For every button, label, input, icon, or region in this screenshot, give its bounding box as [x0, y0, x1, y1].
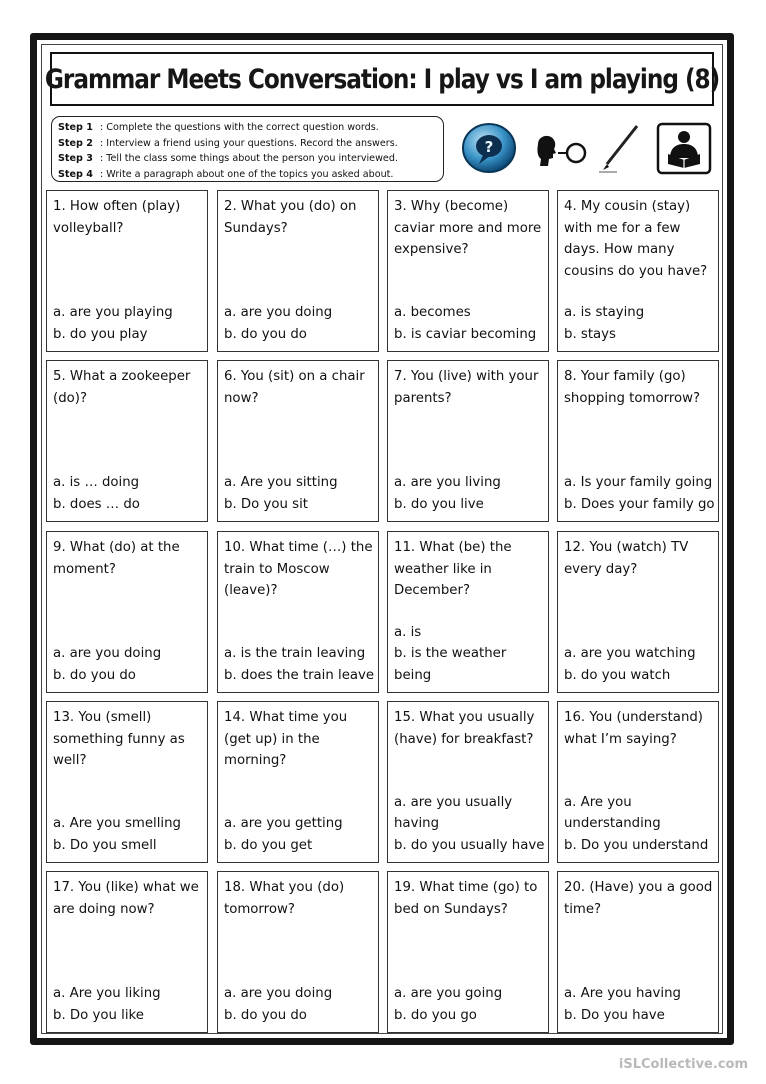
- question-text: 3. Why (become) caviar more and more expensive?: [394, 199, 542, 257]
- question-card: [387, 871, 549, 1033]
- question-card: [217, 871, 379, 1033]
- answer-options: [564, 983, 715, 1026]
- question-text: 7. You (live) with your parents?: [394, 369, 539, 406]
- question-card: [557, 190, 719, 352]
- option-a: a. is: [394, 624, 422, 640]
- step-text: : Interview a friend using your questions. Record the answers.: [100, 137, 398, 149]
- answer-options: [224, 472, 375, 515]
- option-a: a. are you doing: [224, 305, 333, 320]
- option-b: b. do you watch: [564, 667, 671, 683]
- question-text: 11. What (be) the weather like in December?: [394, 540, 512, 598]
- step-3: [58, 151, 437, 167]
- question-card: [46, 531, 208, 693]
- question-speech-icon: [459, 121, 519, 177]
- answer-options: [564, 792, 715, 857]
- answer-options: [53, 643, 204, 686]
- option-a: a. are you going: [394, 986, 503, 1001]
- option-b: b. stays: [564, 326, 616, 342]
- question-text: 5. What a zookeeper (do)?: [53, 369, 191, 406]
- question-text: 8. Your family (go) shopping tomorrow?: [564, 369, 701, 406]
- question-text: 1. How often (play) volleyball?: [53, 199, 181, 236]
- answer-options: [394, 792, 545, 857]
- question-text: 15. What you usually (have) for breakfast?: [394, 710, 535, 747]
- question-card: [557, 871, 719, 1033]
- question-text: 17. You (like) what we are doing now?: [53, 880, 199, 917]
- answer-options: [394, 302, 545, 345]
- option-b: b. do you get: [224, 837, 313, 853]
- option-a: a. are you playing: [53, 305, 173, 320]
- option-a: a. is the train leaving: [224, 646, 366, 661]
- answer-options: [224, 983, 375, 1026]
- option-a: a. Are you sitting: [224, 475, 338, 490]
- question-card: [46, 190, 208, 352]
- step-label: Step 2: [58, 137, 93, 149]
- question-card: [217, 360, 379, 522]
- option-b: b. do you do: [53, 667, 136, 683]
- question-text: 16. You (understand) what I’m saying?: [564, 710, 703, 747]
- question-text: 14. What time you (get up) in the morning?: [224, 710, 348, 768]
- step-label: Step 4: [58, 168, 93, 180]
- option-b: b. does … do: [53, 496, 140, 512]
- answer-options: [53, 983, 204, 1026]
- svg-text:?: ?: [484, 138, 494, 156]
- question-text: 6. You (sit) on a chair now?: [224, 369, 365, 406]
- answer-options: [53, 472, 204, 515]
- question-card: [217, 701, 379, 863]
- answer-options: [564, 472, 715, 515]
- option-b: b. do you usually have: [394, 837, 545, 853]
- option-b: b. Do you sit: [224, 496, 308, 512]
- option-a: a. are you getting: [224, 816, 343, 831]
- option-b: b. Do you smell: [53, 837, 157, 853]
- option-b: b. do you do: [224, 326, 307, 342]
- question-card: [387, 531, 549, 693]
- option-b: b. Do you have: [564, 1007, 665, 1023]
- step-1: [58, 120, 437, 136]
- answer-options: [394, 622, 545, 687]
- question-text: 12. You (watch) TV every day?: [564, 540, 689, 577]
- step-label: Step 1: [58, 122, 93, 133]
- option-b: b. is the weather being: [394, 646, 507, 683]
- option-a: a. are you doing: [53, 646, 162, 661]
- question-card: [217, 190, 379, 352]
- question-card: [387, 190, 549, 352]
- option-b: b. do you live: [394, 496, 484, 512]
- option-a: a. Is your family going: [564, 475, 713, 490]
- pen-icon: [597, 122, 643, 174]
- answer-options: [564, 643, 715, 686]
- option-a: a. are you doing: [224, 986, 333, 1001]
- question-card: [557, 701, 719, 863]
- option-a: a. is staying: [564, 305, 645, 320]
- reading-person-icon: [656, 122, 712, 175]
- step-text: : Tell the class some things about the person you interviewed.: [100, 153, 398, 164]
- question-text: 19. What time (go) to bed on Sundays?: [394, 880, 538, 917]
- answer-options: [224, 813, 375, 856]
- question-card: [387, 701, 549, 863]
- watermark: iSLCollective.com: [618, 1057, 748, 1072]
- option-a: a. are you watching: [564, 646, 696, 661]
- question-text: 10. What time (…) the train to Moscow (leave)?: [224, 540, 373, 598]
- question-text: 2. What you (do) on Sundays?: [224, 199, 357, 236]
- option-a: a. is … doing: [53, 475, 140, 490]
- question-card: [46, 871, 208, 1033]
- question-text: 4. My cousin (stay) with me for a few days. How many cousins do you have?: [564, 199, 708, 279]
- step-text: : Complete the questions with the correct question words.: [100, 122, 379, 133]
- answer-options: [394, 983, 545, 1026]
- steps-box: [51, 116, 444, 182]
- option-a: a. are you usually having: [394, 794, 513, 831]
- option-a: a. Are you having: [564, 986, 681, 1001]
- answer-options: [53, 302, 204, 345]
- answer-options: [224, 302, 375, 345]
- question-card: [557, 531, 719, 693]
- option-b: b. do you do: [224, 1007, 307, 1023]
- option-a: a. are you living: [394, 475, 501, 490]
- option-a: a. Are you liking: [53, 986, 161, 1001]
- option-b: b. do you go: [394, 1007, 477, 1023]
- title-box: [44, 52, 720, 106]
- option-a: a. Are you understanding: [564, 794, 661, 831]
- option-a: a. Are you smelling: [53, 816, 181, 831]
- question-card: [217, 531, 379, 693]
- option-b: b. does the train leave: [224, 667, 375, 683]
- option-b: b. do you play: [53, 326, 148, 342]
- option-b: b. Does your family go: [564, 496, 715, 512]
- step-4: [58, 167, 437, 183]
- step-label: Step 3: [58, 153, 93, 164]
- question-text: 13. You (smell) something funny as well?: [53, 710, 185, 768]
- question-text: 9. What (do) at the moment?: [53, 540, 180, 577]
- option-b: b. Do you like: [53, 1007, 144, 1023]
- question-card: [46, 360, 208, 522]
- question-text: 18. What you (do) tomorrow?: [224, 880, 345, 917]
- page-title: Grammar Meets Conversation: I play vs I am playing (8): [44, 63, 720, 95]
- question-card: [387, 360, 549, 522]
- answer-options: [564, 302, 715, 345]
- option-b: b. is caviar becoming: [394, 326, 537, 342]
- step-text: : Write a paragraph about one of the topics you asked about.: [100, 168, 394, 180]
- option-a: a. becomes: [394, 305, 471, 320]
- speaking-person-icon: [532, 134, 590, 174]
- option-b: b. Do you understand: [564, 837, 709, 853]
- question-text: 20. (Have) you a good time?: [564, 880, 713, 917]
- question-card: [46, 701, 208, 863]
- step-2: [58, 136, 437, 152]
- answer-options: [224, 643, 375, 686]
- answer-options: [53, 813, 204, 856]
- question-card: [557, 360, 719, 522]
- answer-options: [394, 472, 545, 515]
